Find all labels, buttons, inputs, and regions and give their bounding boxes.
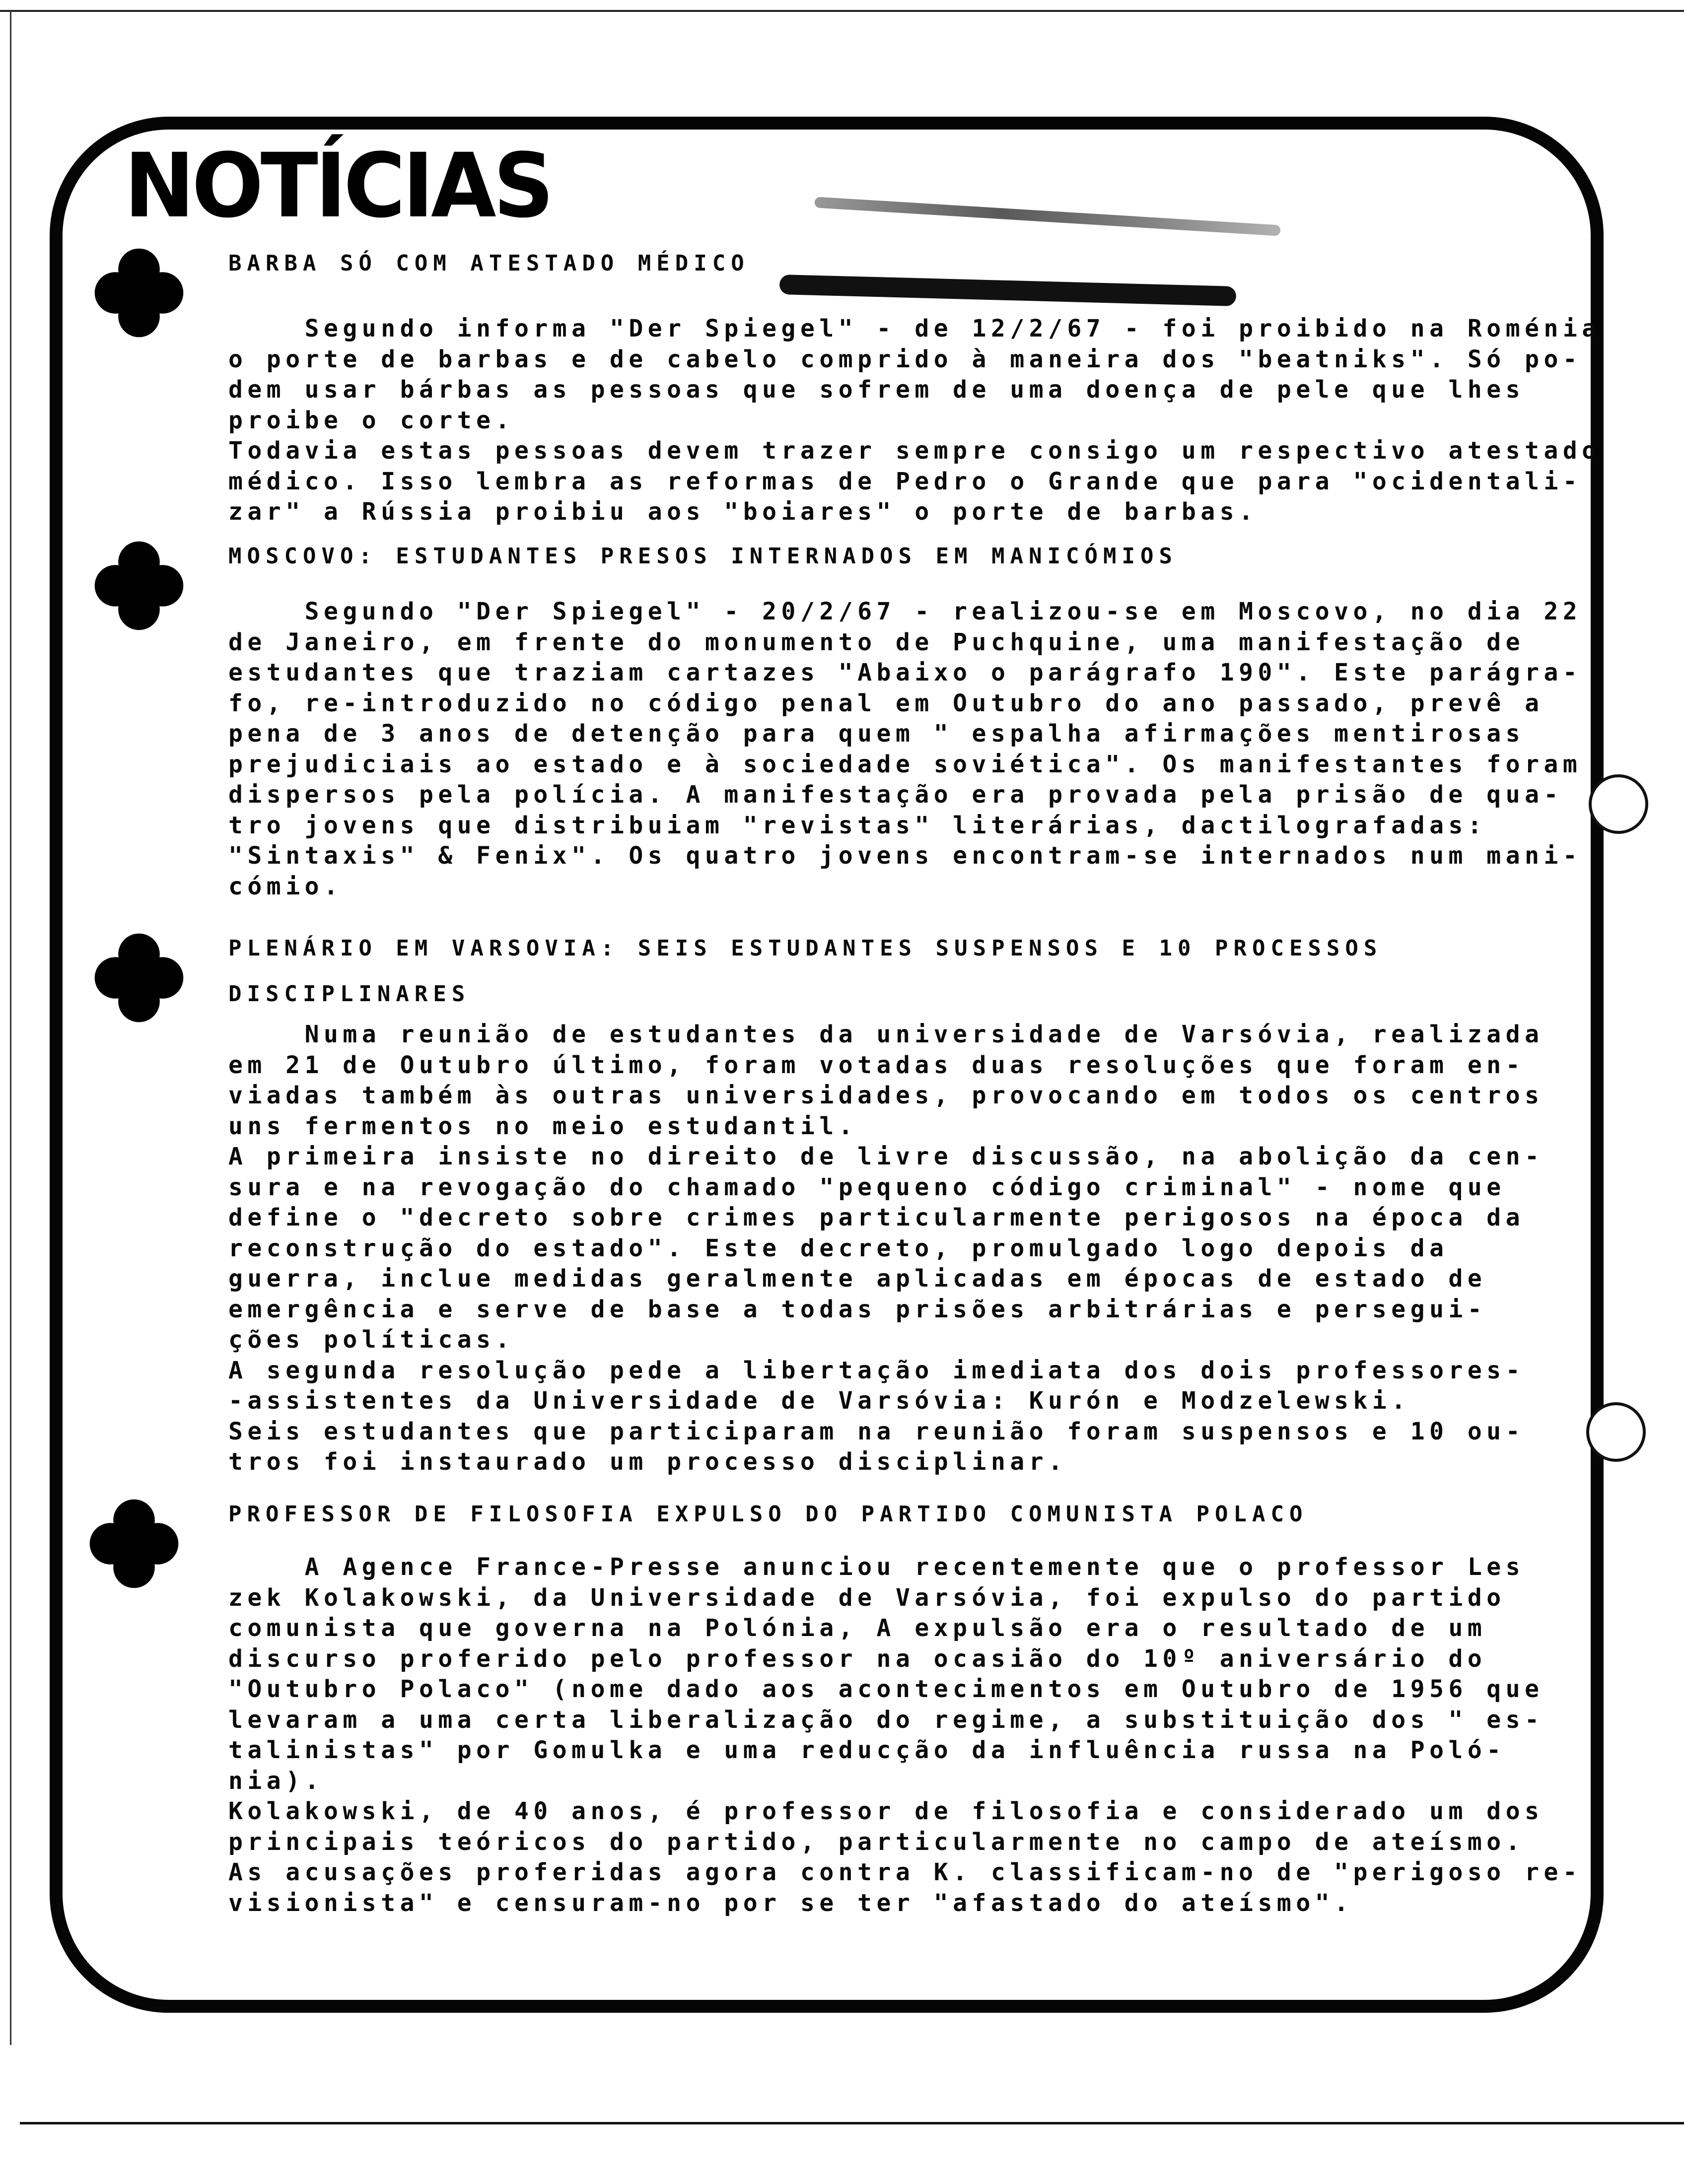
- article-line: zar" a Rússia proibiu aos "boiares" o porte de barbas.: [228, 498, 1258, 526]
- article-line: A primeira insiste no direito de livre discussão, na abolição da cen-: [228, 1143, 1544, 1170]
- article-barba: [228, 248, 1601, 541]
- article-line: prejudiciais ao estado e à sociedade soviética". Os manifestantes foram: [228, 750, 1582, 778]
- article-kolakowski: [228, 1499, 1582, 1918]
- article-line: proibe o corte.: [228, 406, 514, 434]
- article-line: Todavia estas pessoas devem trazer sempre consigo um respectivo atestado: [228, 437, 1601, 465]
- article-line: define o "decreto sobre crimes particularmente perigosos na época da: [228, 1204, 1525, 1231]
- article-line: dem usar bárbas as pessoas que sofrem de uma doença de pele que lhes: [228, 376, 1525, 404]
- article-heading: MOSCOVO: ESTUDANTES PRESOS INTERNADOS EM MANICÓMIOS: [228, 544, 1178, 569]
- article-line: levaram a uma certa liberalização do regime, a substituição dos " es-: [228, 1706, 1544, 1734]
- article-line: nia).: [228, 1767, 324, 1795]
- clover-bullet-icon: [87, 1497, 181, 1591]
- article-heading: PLENÁRIO EM VARSOVIA: SEIS ESTUDANTES SUSPENSOS E 10 PROCESSOS: [228, 936, 1383, 961]
- article-line: viadas também às outras universidades, provocando em todos os centros: [228, 1082, 1544, 1109]
- article-heading-cont: DISCIPLINARES: [228, 981, 471, 1007]
- article-line: o porte de barbas e de cabelo comprido à maneira dos "beatniks". Só po-: [228, 345, 1582, 373]
- clover-bullet-icon: [92, 931, 186, 1025]
- article-line: reconstrução do estado". Este decreto, promulgado logo depois da: [228, 1234, 1449, 1262]
- scan-edge-top: [0, 10, 1684, 12]
- article-line: -assistentes da Universidade de Varsóvia: Kurón e Modzelewski.: [228, 1387, 1410, 1415]
- article-line: zek Kolakowski, da Universidade de Varsóvia, foi expulso do partido: [228, 1583, 1506, 1612]
- article-line: comunista que governa na Polónia, A expulsão era o resultado de um: [228, 1614, 1487, 1642]
- article-line: cómio.: [228, 872, 343, 900]
- article-line: A Agence France-Presse anunciou recentemente que o professor Les: [228, 1553, 1525, 1581]
- clover-bullet-icon: [92, 246, 186, 340]
- article-line: A segunda resolução pede a libertação imediata dos dois professores-: [228, 1356, 1525, 1384]
- article-line: Segundo informa "Der Spiegel" - de 12/2/67 - foi proibido na Roménia: [228, 315, 1601, 342]
- page-title: NOTÍCIAS: [124, 135, 552, 238]
- articles-column: [228, 248, 1601, 1918]
- article-line: principais teóricos do partido, particularmente no campo de ateísmo.: [228, 1828, 1525, 1856]
- article-line: uns fermentos no meio estudantil.: [228, 1112, 858, 1140]
- article-line: estudantes que traziam cartazes "Abaixo o parágrafo 190". Este parágra-: [228, 659, 1582, 686]
- article-moscovo: [228, 541, 1582, 933]
- article-line: Seis estudantes que participaram na reunião foram suspensos e 10 ou-: [228, 1417, 1525, 1445]
- article-line: guerra, inclue medidas geralmente aplicadas em épocas de estado de: [228, 1265, 1487, 1293]
- article-line: Segundo "Der Spiegel" - 20/2/67 - realizou-se em Moscovo, no dia 22: [228, 598, 1582, 625]
- scan-edge-left: [10, 10, 11, 2045]
- article-line: Numa reunião de estudantes da universidade de Varsóvia, realizada: [228, 1021, 1544, 1048]
- article-line: emergência e serve de base a todas prisões arbitrárias e persegui-: [228, 1295, 1487, 1323]
- punch-hole: [1586, 1402, 1646, 1462]
- article-line: visionista" e censuram-no por se ter "afastado do ateísmo".: [228, 1889, 1353, 1917]
- article-line: discurso proferido pelo professor na ocasião do 10º aniversário do: [228, 1644, 1487, 1673]
- article-line: talinistas" por Gomulka e uma reducção da influência russa na Poló-: [228, 1736, 1506, 1764]
- article-line: "Sintaxis" & Fenix". Os quatro jovens encontram-se internados num mani-: [228, 842, 1582, 870]
- scan-edge-bottom: [20, 2122, 1684, 2124]
- article-line: sura e na revogação do chamado "pequeno código criminal" - nome que: [228, 1173, 1506, 1201]
- article-line: As acusações proferidas agora contra K. classificam-no de "perigoso re-: [228, 1858, 1582, 1886]
- article-line: dispersos pela polícia. A manifestação era provada pela prisão de qua-: [228, 781, 1563, 809]
- article-line: de Janeiro, em frente do monumento de Puchquine, uma manifestação de: [228, 628, 1525, 656]
- punch-hole: [1589, 774, 1648, 834]
- article-line: em 21 de Outubro último, foram votadas duas resoluções que foram en-: [228, 1051, 1525, 1079]
- article-line: pena de 3 anos de detenção para quem " espalha afirmações mentirosas: [228, 720, 1525, 748]
- article-varsovia: [228, 933, 1569, 1499]
- clover-bullet-icon: [92, 539, 186, 633]
- article-line: "Outubro Polaco" (nome dado aos acontecimentos em Outubro de 1956 que: [228, 1675, 1544, 1703]
- article-line: tros foi instaurado um processo disciplinar.: [228, 1448, 1067, 1476]
- article-heading: PROFESSOR DE FILOSOFIA EXPULSO DO PARTIDO COMUNISTA POLACO: [228, 1502, 1308, 1527]
- article-line: fo, re-introduzido no código penal em Outubro do ano passado, prevê a: [228, 689, 1544, 717]
- article-line: tro jovens que distribuiam "revistas" literárias, dactilografadas:: [228, 811, 1487, 839]
- article-line: médico. Isso lembra as reformas de Pedro o Grande que para "ocidentali-: [228, 467, 1582, 495]
- article-line: ções políticas.: [228, 1326, 514, 1354]
- article-line: Kolakowski, de 40 anos, é professor de filosofia e considerado um dos: [228, 1797, 1544, 1825]
- article-heading: BARBA SÓ COM ATESTADO MÉDICO: [228, 251, 750, 276]
